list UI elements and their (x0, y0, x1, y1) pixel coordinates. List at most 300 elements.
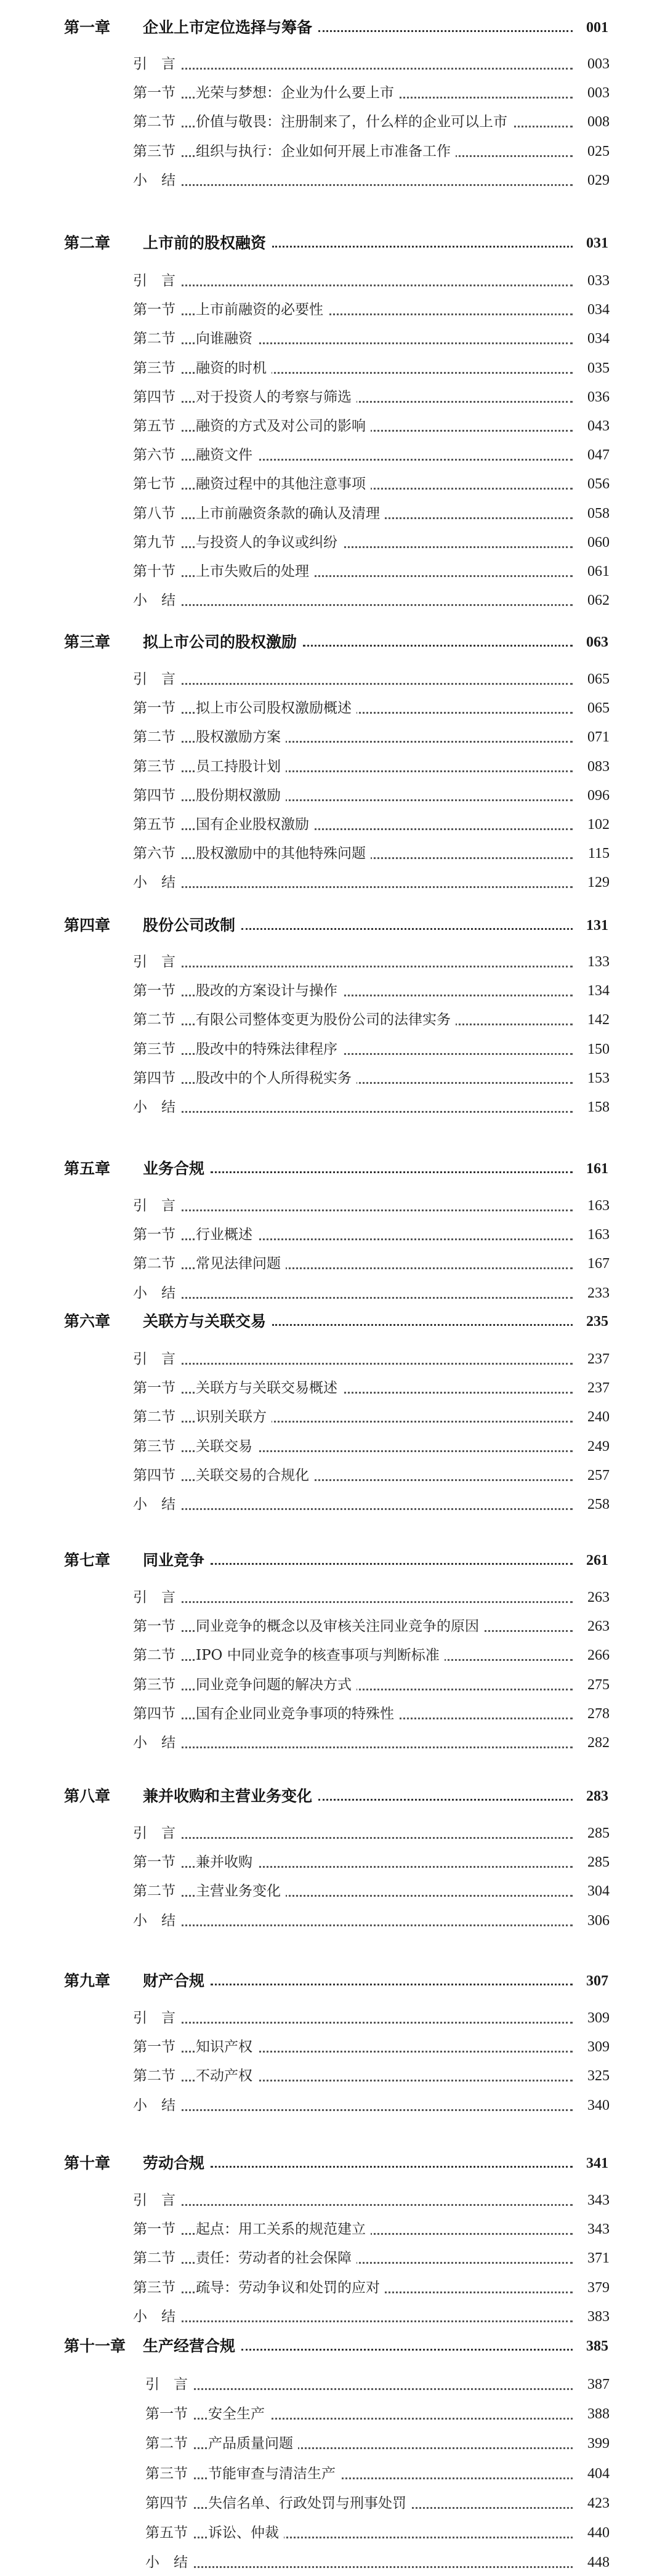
section-entry-untitled[interactable] (0, 167, 665, 194)
section-page-number: 163 (587, 1192, 615, 1219)
leader-dots (133, 604, 573, 606)
section-label: 小 结 (133, 869, 180, 896)
section-label: 第二节 (133, 1878, 180, 1905)
section-page-number: 025 (587, 138, 615, 165)
section-page-number: 134 (587, 977, 615, 1004)
chapter-page-number: 341 (586, 2150, 615, 2177)
section-entry-untitled[interactable] (0, 1729, 665, 1756)
section-label: 第二节 (133, 325, 180, 352)
section-entry[interactable] (0, 1878, 665, 1905)
section-title: 关联交易的合规化 (196, 1462, 314, 1489)
section-entry[interactable] (0, 138, 665, 165)
section-label: 小 结 (133, 1280, 180, 1307)
section-label: 第三节 (145, 2460, 193, 2487)
section-entry[interactable] (0, 108, 665, 135)
section-title: 股改中的特殊法律程序 (196, 1036, 342, 1063)
section-entry[interactable] (0, 1250, 665, 1277)
section-title: 员工持股计划 (196, 753, 286, 780)
section-label: 第一节 (133, 977, 180, 1004)
chapter-title: 劳动合规 (143, 2150, 211, 2177)
section-page-number: 029 (587, 167, 615, 194)
leader-dots (133, 966, 573, 967)
section-label: 引 言 (133, 1820, 180, 1847)
section-entry[interactable] (0, 840, 665, 867)
chapter-title: 企业上市定位选择与筹备 (143, 14, 318, 41)
chapter-label: 第八章 (64, 1787, 111, 1805)
section-entry[interactable] (0, 811, 665, 838)
section-page-number: 263 (587, 1584, 615, 1611)
section-page-number: 282 (587, 1729, 615, 1756)
section-label: 第九节 (133, 529, 180, 556)
chapter-title: 股份公司改制 (143, 912, 241, 939)
section-title: 责任：劳动者的社会保障 (196, 2245, 357, 2272)
section-entry[interactable] (0, 500, 665, 527)
section-page-number: 237 (587, 1346, 615, 1373)
section-title: 失信名单、行政处罚与刑事处罚 (208, 2490, 411, 2517)
section-page-number: 423 (587, 2490, 615, 2517)
chapter-label: 第十一章 (64, 2337, 126, 2355)
section-label: 第四节 (145, 2490, 193, 2517)
section-page-number: 071 (587, 724, 615, 751)
section-page-number: 058 (587, 500, 615, 527)
section-label: 第二节 (133, 108, 180, 135)
section-entry-untitled[interactable] (0, 2092, 665, 2119)
section-page-number: 309 (587, 2033, 615, 2061)
section-title: 融资文件 (196, 442, 257, 469)
section-title: 股权激励中的其他特殊问题 (196, 840, 371, 867)
section-title: 融资过程中的其他注意事项 (196, 470, 371, 498)
section-entry-untitled[interactable] (0, 50, 665, 78)
section-entry-untitled[interactable] (0, 2005, 665, 2032)
chapter-page-number: 031 (586, 230, 615, 257)
leader-dots (133, 2204, 573, 2206)
section-title: 上市失败后的处理 (196, 558, 314, 585)
section-title: 疏导：劳动争议和处罚的应对 (196, 2274, 385, 2301)
leader-dots (133, 886, 573, 888)
section-entry-untitled[interactable] (0, 869, 665, 896)
section-page-number: 285 (587, 1849, 615, 1876)
section-title: 对于投资人的考察与筛选 (196, 384, 357, 411)
chapter-label: 第一章 (64, 18, 111, 36)
section-label: 小 结 (133, 2303, 180, 2330)
section-page-number: 263 (587, 1613, 615, 1640)
section-title: 知识产权 (196, 2033, 257, 2061)
section-page-number: 258 (587, 1491, 615, 1518)
section-page-number: 388 (587, 2400, 615, 2428)
section-entry[interactable] (0, 442, 665, 469)
section-entry[interactable] (0, 1065, 665, 1092)
chapter-label: 第九章 (64, 1972, 111, 1990)
section-entry[interactable] (0, 1375, 665, 1402)
section-entry[interactable] (0, 529, 665, 556)
section-entry-untitled[interactable] (0, 1820, 665, 1847)
section-page-number: 285 (587, 1820, 615, 1847)
section-page-number: 404 (587, 2460, 615, 2487)
chapter-entry[interactable] (0, 1968, 665, 1995)
section-label: 小 结 (133, 1094, 180, 1121)
leader-dots (133, 68, 573, 70)
section-entry[interactable] (0, 724, 665, 751)
section-entry[interactable] (0, 977, 665, 1004)
section-entry[interactable] (0, 384, 665, 411)
leader-dots (133, 683, 573, 685)
section-page-number: 440 (587, 2519, 615, 2546)
section-title: 国有企业股权激励 (196, 811, 314, 838)
section-label: 第三节 (133, 1433, 180, 1460)
section-entry[interactable] (0, 1036, 665, 1063)
section-entry-untitled[interactable] (0, 1584, 665, 1611)
section-entry[interactable] (0, 1006, 665, 1033)
section-entry-untitled[interactable] (0, 587, 665, 614)
section-entry[interactable] (0, 1671, 665, 1698)
leader-dots (211, 1563, 573, 1565)
chapter-title: 拟上市公司的股权激励 (143, 629, 303, 656)
section-page-number: 399 (587, 2430, 615, 2457)
section-label: 引 言 (133, 267, 180, 294)
section-title: 拟上市公司股权激励概述 (196, 695, 357, 722)
section-label: 第三节 (133, 1671, 180, 1698)
section-title: 有限公司整体变更为股份公司的法律实务 (196, 1006, 456, 1033)
section-label: 第三节 (133, 2274, 180, 2301)
leader-dots (241, 2349, 573, 2351)
section-entry-untitled[interactable] (0, 2371, 665, 2398)
section-label: 第一节 (133, 1849, 180, 1876)
section-label: 第二节 (133, 1642, 180, 1669)
chapter-title: 财产合规 (143, 1968, 211, 1995)
section-label: 第二节 (133, 1006, 180, 1033)
chapter-label: 第七章 (64, 1551, 111, 1569)
section-page-number: 133 (587, 948, 615, 975)
section-page-number: 343 (587, 2187, 615, 2214)
section-page-number: 304 (587, 1878, 615, 1905)
section-title: 股权激励方案 (196, 724, 286, 751)
chapter-label: 第六章 (64, 1312, 111, 1330)
section-entry-untitled[interactable] (0, 1907, 665, 1934)
section-entry-untitled[interactable] (0, 1280, 665, 1307)
section-title: 融资的方式及对公司的影响 (196, 413, 371, 440)
section-label: 小 结 (133, 1907, 180, 1934)
section-entry[interactable] (0, 782, 665, 809)
section-page-number: 275 (587, 1671, 615, 1698)
leader-dots (272, 1324, 573, 1326)
section-entry[interactable] (0, 558, 665, 585)
chapter-entry[interactable] (0, 1783, 665, 1810)
leader-dots (318, 30, 573, 32)
section-page-number: 115 (588, 840, 615, 867)
section-label: 第四节 (133, 1700, 180, 1727)
section-entry[interactable] (0, 1700, 665, 1727)
section-page-number: 129 (587, 869, 615, 896)
section-page-number: 343 (587, 2216, 615, 2243)
section-label: 第三节 (133, 138, 180, 165)
section-label: 第一节 (133, 695, 180, 722)
leader-dots (133, 2109, 573, 2111)
section-page-number: 096 (587, 782, 615, 809)
leader-dots (133, 1508, 573, 1510)
section-label: 第二节 (133, 1403, 180, 1431)
section-title: 识别关联方 (196, 1403, 272, 1431)
section-title: 组织与执行：企业如何开展上市准备工作 (196, 138, 456, 165)
section-entry[interactable] (0, 2490, 665, 2517)
chapter-entry[interactable] (0, 14, 665, 41)
section-entry-untitled[interactable] (0, 1346, 665, 1373)
section-page-number: 237 (587, 1375, 615, 1402)
section-entry-untitled[interactable] (0, 948, 665, 975)
section-entry-untitled[interactable] (0, 1094, 665, 1121)
chapter-title: 生产经营合规 (143, 2333, 241, 2360)
section-title: 国有企业同业竞争事项的特殊性 (196, 1700, 399, 1727)
chapter-entry[interactable] (0, 1155, 665, 1182)
section-label: 第五节 (145, 2519, 193, 2546)
section-entry[interactable] (0, 2460, 665, 2487)
leader-dots (133, 1111, 573, 1113)
section-title: 主营业务变化 (196, 1878, 286, 1905)
section-title: 价值与敬畏：注册制来了，什么样的企业可以上市 (196, 108, 512, 135)
section-label: 第四节 (133, 782, 180, 809)
section-page-number: 034 (587, 325, 615, 352)
section-title: 股改中的个人所得税实务 (196, 1065, 357, 1092)
section-entry-untitled[interactable] (0, 2187, 665, 2214)
section-page-number: 448 (587, 2549, 615, 2576)
section-label: 引 言 (145, 2371, 193, 2398)
section-entry[interactable] (0, 1433, 665, 1460)
section-entry[interactable] (0, 2430, 665, 2457)
section-page-number: 056 (587, 470, 615, 498)
section-page-number: 043 (587, 413, 615, 440)
section-entry-untitled[interactable] (0, 666, 665, 693)
section-entry[interactable] (0, 1642, 665, 1669)
chapter-entry[interactable] (0, 912, 665, 939)
section-label: 第二节 (133, 724, 180, 751)
section-label: 第四节 (133, 1462, 180, 1489)
section-label: 第一节 (133, 2033, 180, 2061)
section-page-number: 266 (587, 1642, 615, 1669)
chapter-entry[interactable] (0, 629, 665, 656)
section-label: 第一节 (133, 296, 180, 323)
section-label: 第四节 (133, 1065, 180, 1092)
section-entry[interactable] (0, 2274, 665, 2301)
section-title: 起点：用工关系的规范建立 (196, 2216, 371, 2243)
section-entry[interactable] (0, 296, 665, 323)
leader-dots (318, 1799, 573, 1801)
section-page-number: 163 (587, 1221, 615, 1248)
chapter-label: 第四章 (64, 916, 111, 934)
leader-dots (133, 1209, 573, 1211)
section-label: 引 言 (133, 50, 180, 78)
section-label: 小 结 (145, 2549, 193, 2576)
section-entry[interactable] (0, 1613, 665, 1640)
chapter-page-number: 063 (586, 629, 615, 656)
chapter-page-number: 001 (586, 14, 615, 41)
section-page-number: 249 (587, 1433, 615, 1460)
section-entry[interactable] (0, 2216, 665, 2243)
section-label: 小 结 (133, 587, 180, 614)
section-entry[interactable] (0, 470, 665, 498)
section-entry[interactable] (0, 1849, 665, 1876)
section-entry[interactable] (0, 2519, 665, 2546)
leader-dots (133, 1924, 573, 1926)
chapter-entry[interactable] (0, 2333, 665, 2360)
section-page-number: 047 (587, 442, 615, 469)
chapter-page-number: 131 (586, 912, 615, 939)
section-page-number: 036 (587, 384, 615, 411)
section-entry[interactable] (0, 1221, 665, 1248)
section-page-number: 003 (587, 50, 615, 78)
leader-dots (133, 2022, 573, 2024)
section-page-number: 325 (587, 2062, 615, 2089)
section-title: 向谁融资 (196, 325, 257, 352)
leader-dots (145, 2566, 573, 2568)
section-title: 上市前融资的必要性 (196, 296, 328, 323)
section-entry[interactable] (0, 325, 665, 352)
section-title: 兼并收购 (196, 1849, 257, 1876)
section-entry-untitled[interactable] (0, 267, 665, 294)
section-page-number: 065 (587, 666, 615, 693)
section-title: 产品质量问题 (208, 2430, 298, 2457)
section-entry[interactable] (0, 2033, 665, 2061)
section-page-number: 008 (587, 108, 615, 135)
chapter-title: 同业竞争 (143, 1547, 211, 1574)
section-label: 小 结 (133, 167, 180, 194)
section-label: 引 言 (133, 2005, 180, 2032)
section-title: 节能审查与清洁生产 (208, 2460, 341, 2487)
section-entry[interactable] (0, 355, 665, 382)
section-label: 第五节 (133, 413, 180, 440)
section-entry[interactable] (0, 753, 665, 780)
chapter-page-number: 161 (586, 1155, 615, 1182)
section-label: 引 言 (133, 2187, 180, 2214)
section-entry[interactable] (0, 413, 665, 440)
section-label: 第一节 (133, 1221, 180, 1248)
section-title: 同业竞争的概念以及审核关注同业竞争的原因 (196, 1613, 484, 1640)
leader-dots (133, 1363, 573, 1365)
leader-dots (303, 645, 573, 647)
section-page-number: 278 (587, 1700, 615, 1727)
section-page-number: 065 (587, 695, 615, 722)
section-title: 融资的时机 (196, 355, 272, 382)
section-page-number: 003 (587, 79, 615, 107)
section-title: 不动产权 (196, 2062, 257, 2089)
leader-dots (211, 1171, 573, 1173)
section-label: 第一节 (145, 2400, 193, 2428)
section-page-number: 371 (587, 2245, 615, 2272)
section-entry[interactable] (0, 1462, 665, 1489)
section-page-number: 083 (587, 753, 615, 780)
section-label: 第八节 (133, 500, 180, 527)
section-page-number: 035 (587, 355, 615, 382)
chapter-title: 兼并收购和主营业务变化 (143, 1783, 318, 1810)
chapter-entry[interactable] (0, 230, 665, 257)
section-page-number: 309 (587, 2005, 615, 2032)
section-title: 上市前融资条款的确认及清理 (196, 500, 385, 527)
section-entry[interactable] (0, 2062, 665, 2089)
chapter-entry[interactable] (0, 1547, 665, 1574)
section-label: 第二节 (133, 2062, 180, 2089)
section-entry-untitled[interactable] (0, 2303, 665, 2330)
section-page-number: 034 (587, 296, 615, 323)
chapter-label: 第二章 (64, 234, 111, 252)
chapter-page-number: 261 (586, 1547, 615, 1574)
section-title: 诉讼、仲裁 (208, 2519, 284, 2546)
section-label: 第三节 (133, 753, 180, 780)
section-entry[interactable] (0, 695, 665, 722)
section-title: 行业概述 (196, 1221, 257, 1248)
section-title: 关联方与关联交易概述 (196, 1375, 342, 1402)
section-label: 第七节 (133, 470, 180, 498)
chapter-label: 第五章 (64, 1160, 111, 1177)
chapter-title: 上市前的股权融资 (143, 230, 272, 257)
leader-dots (145, 2388, 573, 2390)
section-title: 与投资人的争议或纠纷 (196, 529, 342, 556)
section-title: 股改的方案设计与操作 (196, 977, 342, 1004)
section-title: 关联交易 (196, 1433, 257, 1460)
section-title: 安全生产 (208, 2400, 270, 2428)
section-page-number: 233 (587, 1280, 615, 1307)
chapter-label: 第十章 (64, 2154, 111, 2172)
leader-dots (133, 1746, 573, 1748)
section-label: 第一节 (133, 79, 180, 107)
section-label: 第二节 (133, 1250, 180, 1277)
chapter-page-number: 307 (586, 1968, 615, 1995)
section-entry[interactable] (0, 79, 665, 107)
section-label: 第二节 (145, 2430, 193, 2457)
section-page-number: 102 (587, 811, 615, 838)
section-label: 引 言 (133, 1192, 180, 1219)
section-page-number: 150 (587, 1036, 615, 1063)
section-label: 引 言 (133, 666, 180, 693)
section-entry-untitled[interactable] (0, 1192, 665, 1219)
section-page-number: 158 (587, 1094, 615, 1121)
leader-dots (133, 1601, 573, 1603)
chapter-page-number: 235 (586, 1308, 615, 1335)
section-page-number: 379 (587, 2274, 615, 2301)
section-label: 第一节 (133, 1375, 180, 1402)
section-label: 第一节 (133, 1613, 180, 1640)
section-label: 第三节 (133, 355, 180, 382)
section-page-number: 153 (587, 1065, 615, 1092)
section-entry[interactable] (0, 1403, 665, 1431)
section-label: 引 言 (133, 1584, 180, 1611)
section-entry-untitled[interactable] (0, 2549, 665, 2576)
section-label: 第二节 (133, 2245, 180, 2272)
section-label: 第一节 (133, 2216, 180, 2243)
section-label: 小 结 (133, 1491, 180, 1518)
section-entry[interactable] (0, 2245, 665, 2272)
section-page-number: 306 (587, 1907, 615, 1934)
section-entry-untitled[interactable] (0, 1491, 665, 1518)
chapter-page-number: 283 (586, 1783, 615, 1810)
section-page-number: 387 (587, 2371, 615, 2398)
section-page-number: 383 (587, 2303, 615, 2330)
chapter-entry[interactable] (0, 2150, 665, 2177)
section-page-number: 340 (587, 2092, 615, 2119)
section-entry[interactable] (0, 2400, 665, 2428)
section-title: 同业竞争问题的解决方式 (196, 1671, 357, 1698)
section-label: 小 结 (133, 1729, 180, 1756)
section-label: 引 言 (133, 948, 180, 975)
leader-dots (133, 2320, 573, 2322)
chapter-title: 关联方与关联交易 (143, 1308, 272, 1335)
section-page-number: 060 (587, 529, 615, 556)
section-label: 引 言 (133, 1346, 180, 1373)
leader-dots (133, 1297, 573, 1299)
section-page-number: 167 (587, 1250, 615, 1277)
section-title: 股份期权激励 (196, 782, 286, 809)
section-title: 常见法律问题 (196, 1250, 286, 1277)
chapter-title: 业务合规 (143, 1155, 211, 1182)
chapter-entry[interactable] (0, 1308, 665, 1335)
section-label: 第六节 (133, 840, 180, 867)
